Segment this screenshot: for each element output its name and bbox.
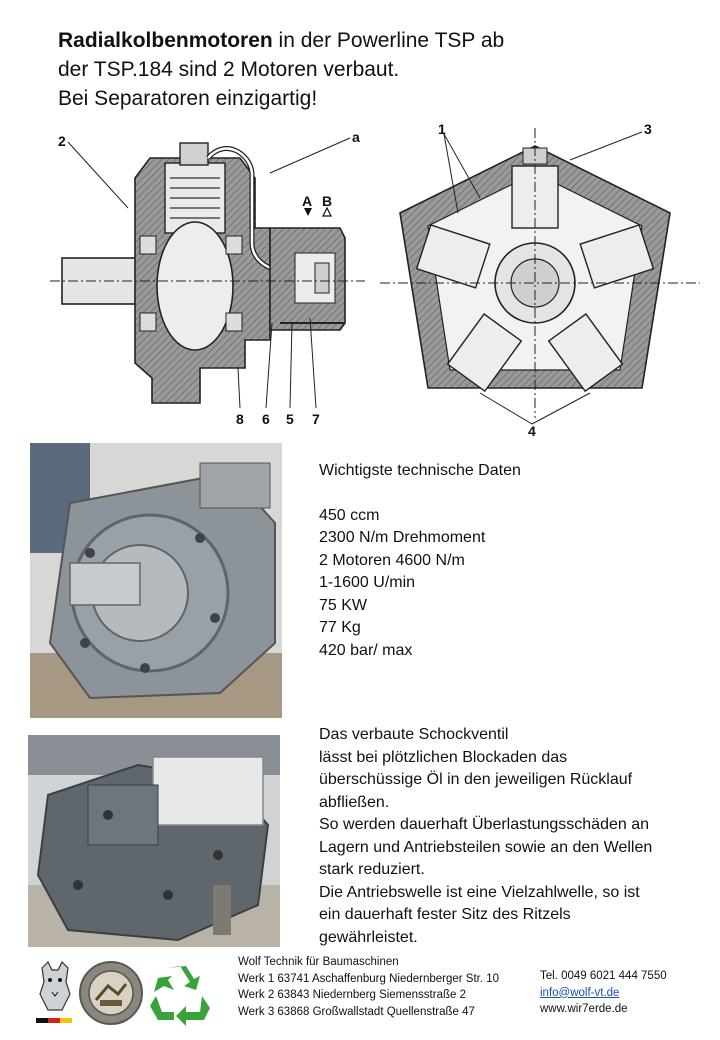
motor-photo-front xyxy=(30,443,282,718)
email-link[interactable]: info@wolf-vt.de xyxy=(540,986,620,999)
callout-6: 6 xyxy=(262,411,270,427)
wolf-logo-icon xyxy=(32,960,78,1028)
phone-number: Tel. 0049 6021 444 7550 xyxy=(540,970,667,982)
callout-A: A xyxy=(302,193,313,209)
title-bold: Radialkolbenmotoren xyxy=(58,29,273,52)
spec-item: 420 bar/ max xyxy=(319,641,413,659)
description-line: Die Antriebswelle ist eine Vielzahlwelle, so ist xyxy=(319,883,640,901)
technical-specs xyxy=(319,460,521,662)
callout-1: 1 xyxy=(438,121,446,137)
spec-item: 75 KW xyxy=(319,596,368,614)
motor-section-drawing xyxy=(40,118,370,438)
footer-contact xyxy=(540,968,667,1018)
motor-photo-side xyxy=(28,735,280,947)
werk-1-address: Werk 1 63741 Aschaffenburg Niedernberger Str. 10 xyxy=(238,972,500,985)
description-line: So werden dauerhaft Überlastungsschäden an xyxy=(319,816,649,833)
spec-item: 2300 N/m Drehmoment xyxy=(319,529,486,546)
title-rest: in der Powerline TSP ab xyxy=(272,29,505,52)
footer-address xyxy=(238,954,499,1020)
callout-a: a xyxy=(352,129,360,145)
description-line: überschüssige Öl in den jeweiligen Rücklauf xyxy=(319,771,633,788)
callout-3: 3 xyxy=(644,121,652,137)
callout-B: B xyxy=(322,193,333,209)
motor-radial-drawing xyxy=(380,118,700,440)
description-line: stark reduziert. xyxy=(319,861,425,878)
recycle-icon xyxy=(146,962,214,1026)
callout-2: 2 xyxy=(58,133,66,149)
title-line-3: Bei Separatoren einzigartig! xyxy=(58,87,318,110)
seal-logo-icon xyxy=(78,960,144,1026)
page-title xyxy=(58,26,578,113)
spec-item: 1-1600 U/min xyxy=(319,574,416,591)
callout-8: 8 xyxy=(236,411,244,427)
title-line-2: der TSP.184 sind 2 Motoren verbaut. xyxy=(58,58,400,81)
description-line: ein dauerhaft fester Sitz des Ritzels xyxy=(319,906,571,923)
description-line: Das verbaute Schockventil xyxy=(319,726,509,743)
company-name: Wolf Technik für Baumaschinen xyxy=(238,956,399,968)
callout-4: 4 xyxy=(528,423,536,439)
spec-item: 2 Motoren 4600 N/m xyxy=(319,551,465,569)
website-text: www.wir7erde.de xyxy=(540,1003,628,1015)
description-line: lässt bei plötzlichen Blockaden das xyxy=(319,748,568,766)
werk-2-address: Werk 2 63843 Niedernberg Siemensstraße 2 xyxy=(238,989,466,1001)
description xyxy=(319,724,689,949)
spec-item: 450 ccm xyxy=(319,506,380,524)
specs-heading: Wichtigste technische Daten xyxy=(319,462,521,479)
description-line: Lagern und Antriebsteilen sowie an den Wellen xyxy=(319,838,653,856)
description-line: abfließen. xyxy=(319,793,390,811)
callout-7: 7 xyxy=(312,411,320,427)
spec-item: 77 Kg xyxy=(319,619,361,636)
description-line: gewährleistet. xyxy=(319,928,418,946)
callout-5: 5 xyxy=(286,411,294,427)
werk-3-address: Werk 3 63868 Großwallstadt Quellenstraße 47 xyxy=(238,1005,475,1018)
